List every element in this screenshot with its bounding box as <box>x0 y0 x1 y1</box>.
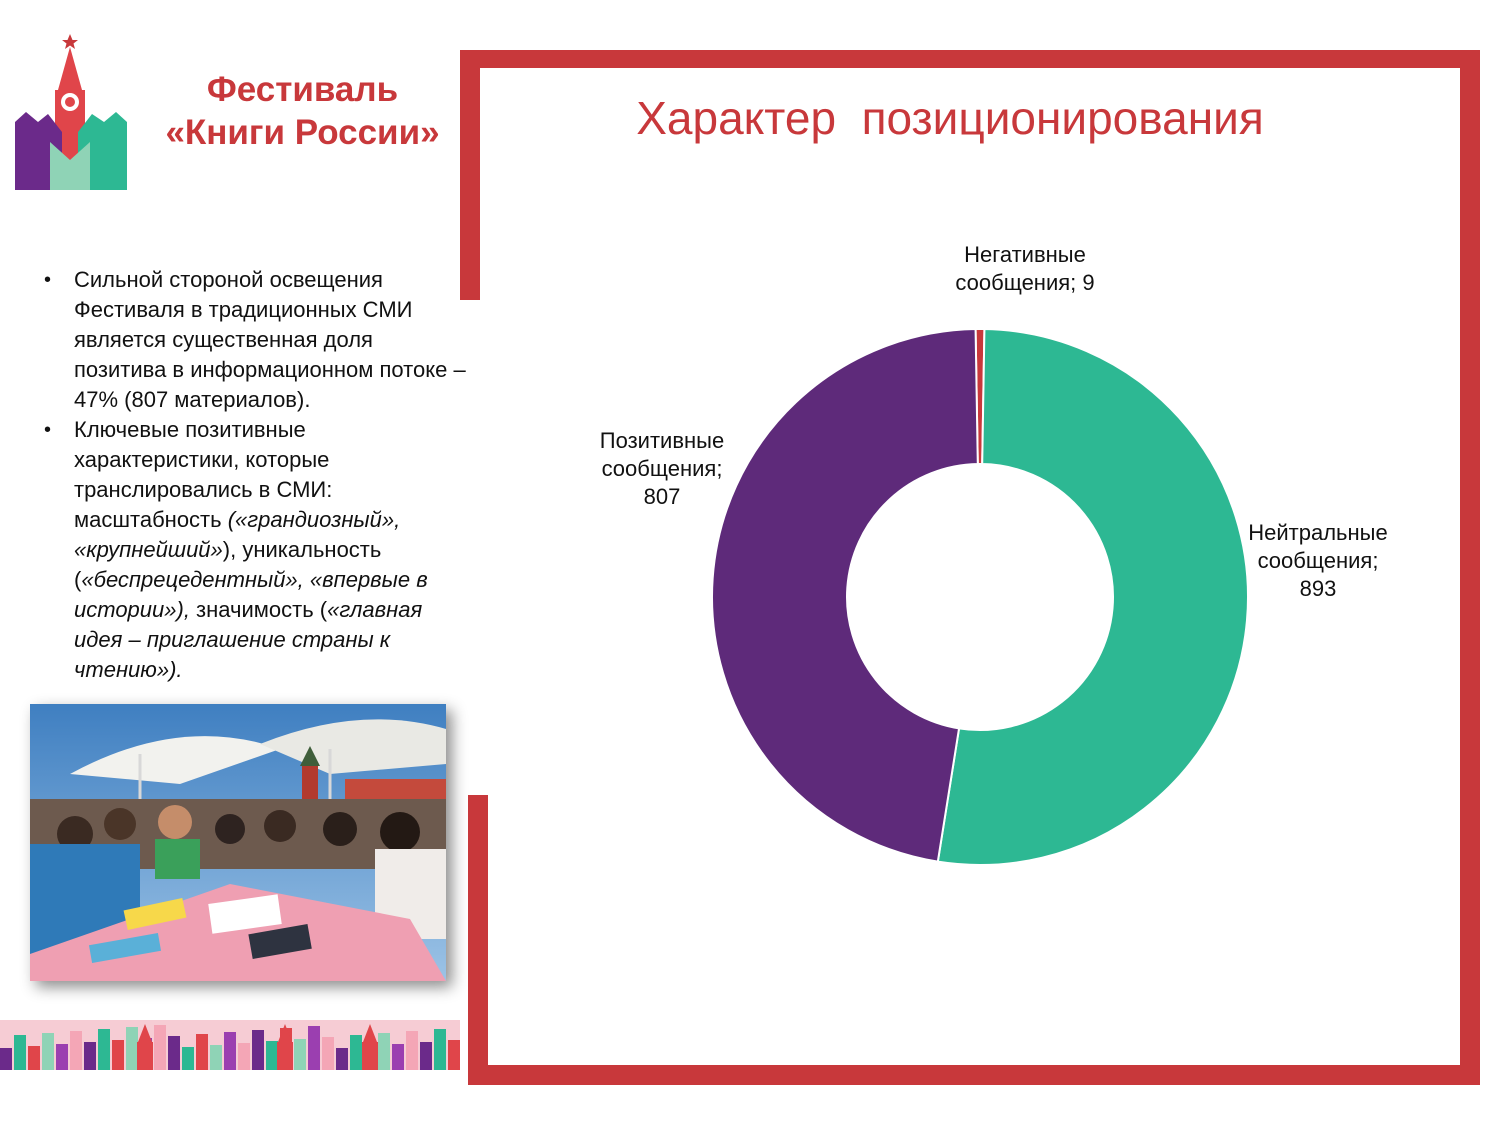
festival-logo-icon <box>12 32 130 190</box>
donut-chart <box>520 220 1480 1040</box>
slice-label <box>1248 520 1387 601</box>
bullet-text: Сильной стороной освещения Фестиваля в традиционных СМИ является существенная доля позитива в информационном потоке – 47% (807 материалов). <box>74 267 466 412</box>
slice-label-line: 893 <box>1299 576 1337 601</box>
bullet-text-part: ), уникальность ( <box>74 537 382 592</box>
bullet-item <box>38 415 468 685</box>
chart-title: Характер позиционирования <box>636 92 1264 144</box>
bullet-text-part: Ключевые позитивные характеристики, которые транслировались в СМИ: масштабность <box>74 417 333 532</box>
slice-label <box>955 242 1094 295</box>
slice-label-line: сообщения; 9 <box>955 270 1095 295</box>
bullet-text-part: значимость ( <box>189 597 328 622</box>
slice-label-line: 807 <box>643 484 681 509</box>
bullet-item <box>38 265 468 415</box>
festival-title-line1: Фестиваль <box>206 70 399 109</box>
festival-photo <box>30 704 446 981</box>
slice-label-line: Нейтральные <box>1248 520 1388 545</box>
slice-label-line: Негативные <box>964 242 1086 267</box>
slice-label-line: сообщения; <box>601 456 723 481</box>
bullet-quote: «беспрецедентный», «впервые в истории»), <box>74 567 428 622</box>
bullet-quote: («грандиозный», «крупнейший» <box>74 507 401 562</box>
slice-label <box>600 428 724 509</box>
festival-title <box>140 68 465 154</box>
festival-title-line2: «Книги России» <box>165 113 440 152</box>
slice-label-line: Позитивные <box>599 428 725 453</box>
bullet-quote: «главная идея – приглашение страны к чтению»). <box>74 597 423 682</box>
decorative-ribbon-icon <box>0 1012 460 1072</box>
donut-slice <box>938 329 1248 865</box>
slice-label-line: сообщения; <box>1257 548 1379 573</box>
bullet-list <box>38 265 468 685</box>
donut-slice <box>712 329 978 862</box>
